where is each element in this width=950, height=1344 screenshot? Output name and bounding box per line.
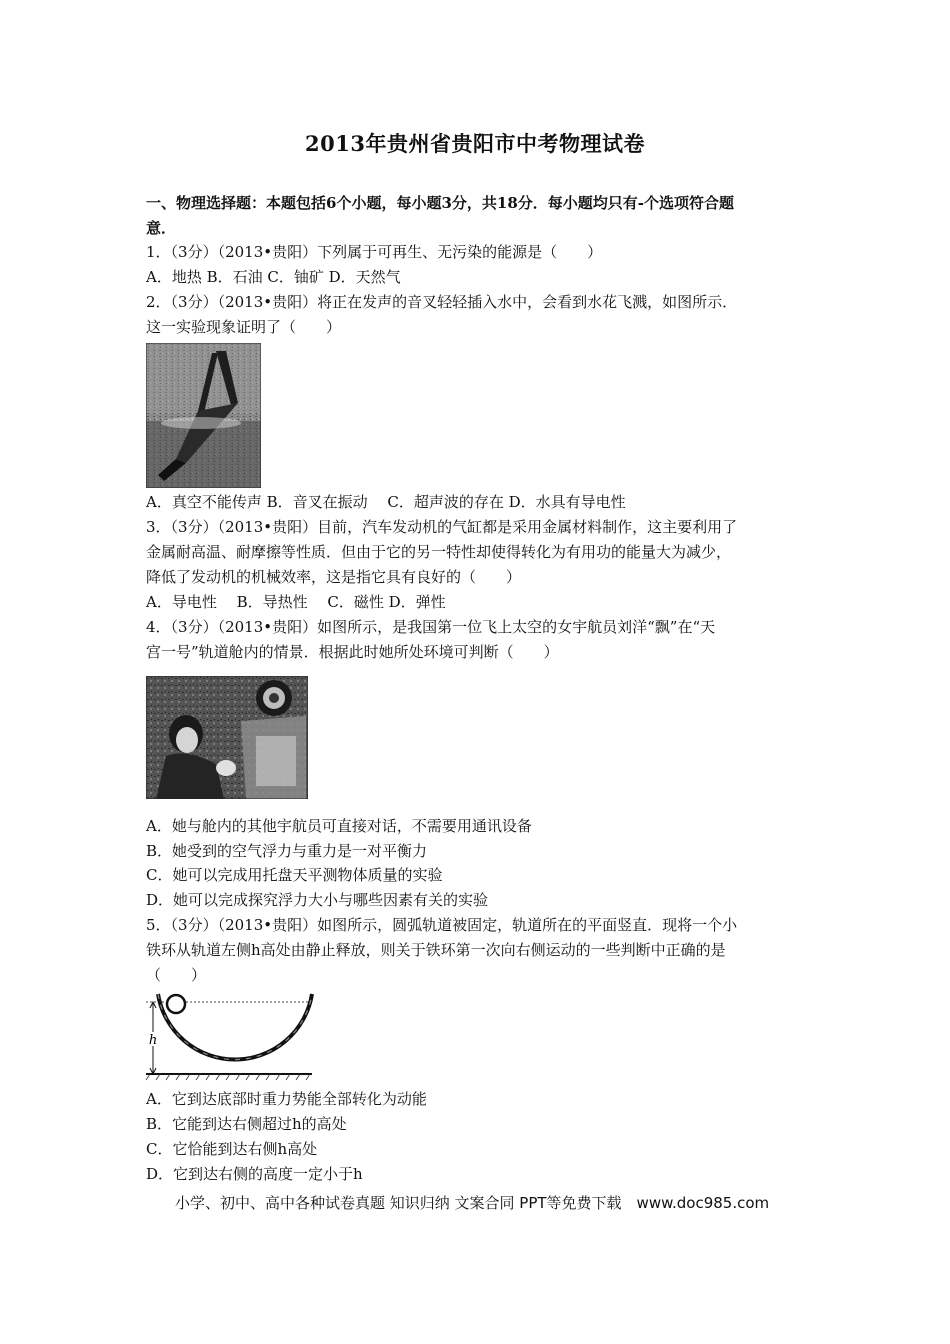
arc-track-diagram xyxy=(144,990,316,1082)
question-1-options: A．地热 B．石油 C．铀矿 D．天然气 xyxy=(146,268,401,286)
question-5-option-a: A．它到达底部时重力势能全部转化为动能 xyxy=(146,1090,427,1108)
question-4-stem-line1: 4．（3分）（2013•贵阳）如图所示，是我国第一位飞上太空的女宇航员刘洋“飘”在“天 xyxy=(146,618,716,636)
question-3-options: A．导电性 B．导热性 C．磁性 D．弹性 xyxy=(146,593,446,611)
question-1-stem: 1．（3分）（2013•贵阳）下列属于可再生、无污染的能源是（ ） xyxy=(146,243,603,261)
question-4-option-d: D．她可以完成探究浮力大小与哪些因素有关的实验 xyxy=(146,891,489,909)
question-5-option-d: D．它到达右侧的高度一定小于h xyxy=(146,1165,363,1183)
question-2-stem-line2: 这一实验现象证明了（ ） xyxy=(146,318,342,336)
height-label: h xyxy=(148,1033,158,1048)
question-4-option-b: B．她受到的空气浮力与重力是一对平衡力 xyxy=(146,842,428,860)
astronaut-in-capsule-photo xyxy=(146,676,308,799)
question-5-option-c: C．它恰能到达右侧h高处 xyxy=(146,1140,318,1158)
page-title: 2013年贵州省贵阳市中考物理试卷 xyxy=(305,131,645,156)
question-5-option-b: B．它能到达右侧超过h的高处 xyxy=(146,1115,347,1133)
question-2-stem-line1: 2．（3分）（2013•贵阳）将正在发声的音叉轻轻插入水中，会看到水花飞溅，如图所示． xyxy=(146,293,738,311)
question-2-options: A．真空不能传声 B．音叉在振动 C．超声波的存在 D．水具有导电性 xyxy=(146,493,626,511)
question-3-stem-line1: 3．（3分）（2013•贵阳）目前，汽车发动机的气缸都是采用金属材料制作，这主要利用了 xyxy=(146,518,738,536)
question-5-stem-line3: （ ） xyxy=(146,966,207,984)
section-heading-line1: 一、物理选择题：本题包括6个小题，每小题3分，共18分．每小题均只有-个选项符合题 xyxy=(146,194,734,212)
section-heading-line2: 意． xyxy=(146,219,177,237)
question-4-stem-line2: 宫一号”轨道舱内的情景．根据此时她所处环境可判断（ ） xyxy=(146,643,559,661)
question-3-stem-line3: 降低了发动机的机械效率，这是指它具有良好的（ ） xyxy=(146,568,522,586)
question-5-stem-line1: 5．（3分）（2013•贵阳）如图所示，圆弧轨道被固定，轨道所在的平面竖直．现将一个小 xyxy=(146,916,738,934)
question-5-stem-line2: 铁环从轨道左侧h高处由静止释放，则关于铁环第一次向右侧运动的一些判断中正确的是 xyxy=(146,941,726,959)
question-4-option-c: C．她可以完成用托盘天平测物体质量的实验 xyxy=(146,866,443,884)
question-3-stem-line2: 金属耐高温、耐摩擦等性质．但由于它的另一特性却使得转化为有用功的能量大为减少， xyxy=(146,543,732,561)
tuning-fork-water-photo xyxy=(146,343,261,488)
page-footer: 小学、初中、高中各种试卷真题 知识归纳 文案合同 PPT等免费下载 www.doc985.com xyxy=(175,1194,770,1212)
question-4-option-a: A．她与舱内的其他宇航员可直接对话，不需要用通讯设备 xyxy=(146,817,532,835)
